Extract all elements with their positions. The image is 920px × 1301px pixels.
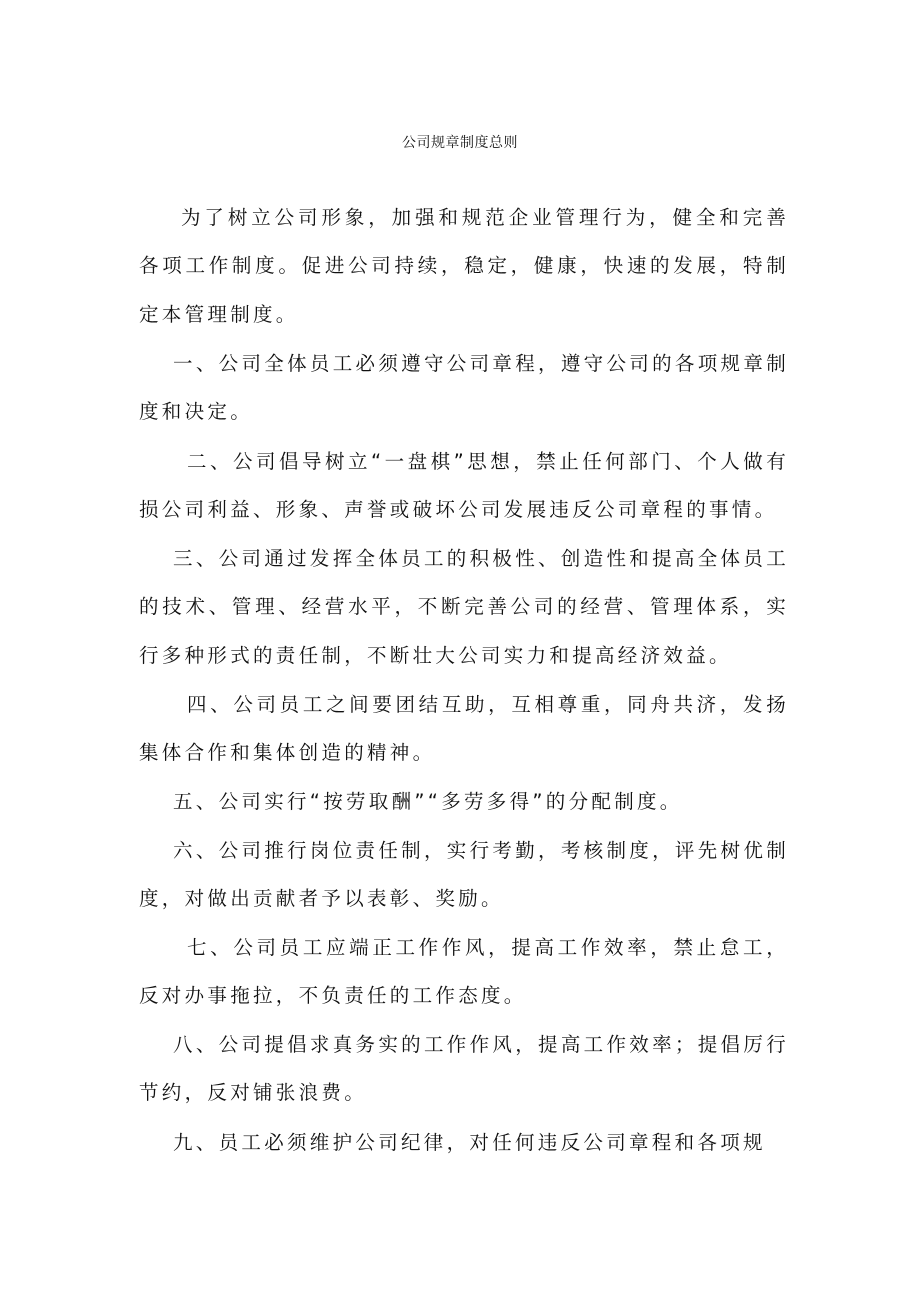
paragraph-article-4: 四、公司员工之间要团结互助，互相尊重，同舟共济，发扬集体合作和集体创造的精神。 xyxy=(139,693,789,765)
paragraph-article-7: 七、公司员工应端正工作作风，提高工作效率，禁止怠工，反对办事拖拉，不负责任的工作态度。 xyxy=(139,936,789,1008)
document-title: 公司规章制度总则 xyxy=(402,135,518,151)
paragraph-article-3: 三、公司通过发挥全体员工的积极性、创造性和提高全体员工的技术、管理、经营水平，不断完善公司的经营、管理体系，实行多种形式的责任制，不断壮大公司实力和提高经济效益。 xyxy=(139,547,789,667)
paragraph-article-1: 一、公司全体员工必须遵守公司章程，遵守公司的各项规章制度和决定。 xyxy=(139,352,789,424)
paragraph-article-2: 二、公司倡导树立“一盘棋”思想，禁止任何部门、个人做有损公司利益、形象、声誉或破坏公司发展违反公司章程的事情。 xyxy=(139,450,789,522)
paragraph-article-5: 五、公司实行“按劳取酬”“多劳多得”的分配制度。 xyxy=(173,790,683,813)
paragraph-article-6: 六、公司推行岗位责任制，实行考勤，考核制度，评先树优制度，对做出贡献者予以表彰、奖励。 xyxy=(139,839,789,911)
paragraph-article-8: 八、公司提倡求真务实的工作作风，提高工作效率；提倡厉行节约，反对铺张浪费。 xyxy=(139,1033,789,1105)
paragraph-intro: 为了树立公司形象，加强和规范企业管理行为，健全和完善各项工作制度。促进公司持续，稳定，健康，快速的发展，特制定本管理制度。 xyxy=(139,206,789,326)
paragraph-article-9: 九、员工必须维护公司纪律，对任何违反公司章程和各项规 xyxy=(173,1131,766,1154)
